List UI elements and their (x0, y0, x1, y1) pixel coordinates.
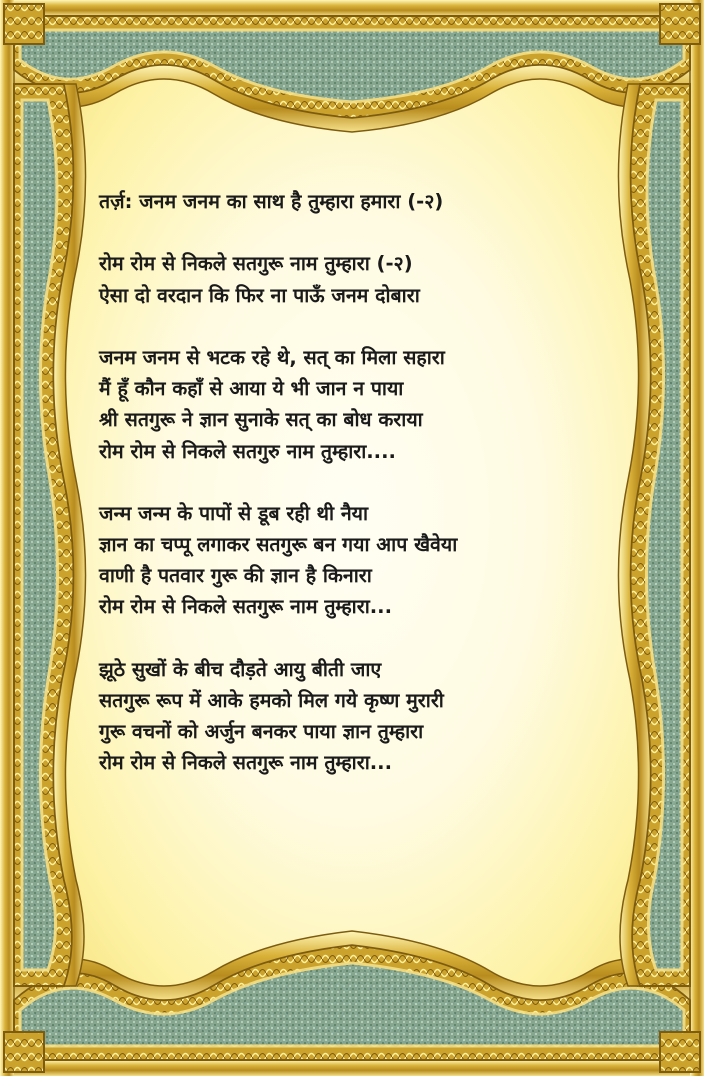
lyric-line: जन्म जन्म के पापों से डूब रही थी नैया (99, 501, 369, 525)
lyric-line: मैं हूँ कौन कहाँ से आया ये भी जान न पाया (99, 377, 404, 401)
frame-bottom-band (0, 1060, 704, 1076)
frame-corner-bottom-right (660, 1032, 700, 1072)
lyrics-text (99, 186, 619, 810)
lyric-line: झूठे सुखों के बीच दौड़ते आयु बीती जाए (99, 657, 382, 681)
lyric-line: गुरू वचनों को अर्जुन बनकर पाया ज्ञान तुम्हारा (99, 720, 424, 744)
frame-corner-bottom-left (4, 1032, 44, 1072)
stanza-3 (99, 654, 619, 779)
lyric-line: ऐसा दो वरदान कि फिर ना पाऊँ जनम दोबारा (99, 283, 420, 307)
stanza-refrain (99, 248, 619, 310)
stanza-tune (99, 186, 619, 217)
lyric-line: रोम रोम से निकले सतगुरू नाम तुम्हारा (-२) (99, 252, 413, 276)
stanza-1 (99, 342, 619, 467)
lyric-line: रोम रोम से निकले सतगुरू नाम तुम्हारा... (99, 751, 392, 775)
stanza-2 (99, 498, 619, 623)
frame-top-band (0, 0, 704, 16)
lyric-line: सतगुरू रूप में आके हमको मिल गये कृष्ण मुरारी (99, 689, 444, 712)
lyric-line: श्री सतगुरू ने ज्ञान सुनाके सत् का बोध कराया (99, 408, 423, 432)
lyric-line: तर्ज़: जनम जनम का साथ है तुम्हारा हमारा (-२) (99, 190, 444, 213)
frame-right-band (690, 0, 704, 1076)
lyric-line: जनम जनम से भटक रहे थे, सत् का मिला सहारा (99, 345, 445, 369)
lyric-line: वाणी है पतवार गुरू की ज्ञान है किनारा (99, 564, 372, 588)
frame-corner-top-right (660, 4, 700, 44)
lyric-line: रोम रोम से निकले सतगुरु नाम तुम्हारा.... (99, 439, 396, 463)
lyric-line: रोम रोम से निकले सतगुरू नाम तुम्हारा... (99, 595, 392, 619)
frame-corner-top-left (4, 4, 44, 44)
lyric-line: ज्ञान का चप्पू लगाकर सतगुरू बन गया आप खैवेया (99, 533, 458, 557)
frame-left-band (0, 0, 14, 1076)
